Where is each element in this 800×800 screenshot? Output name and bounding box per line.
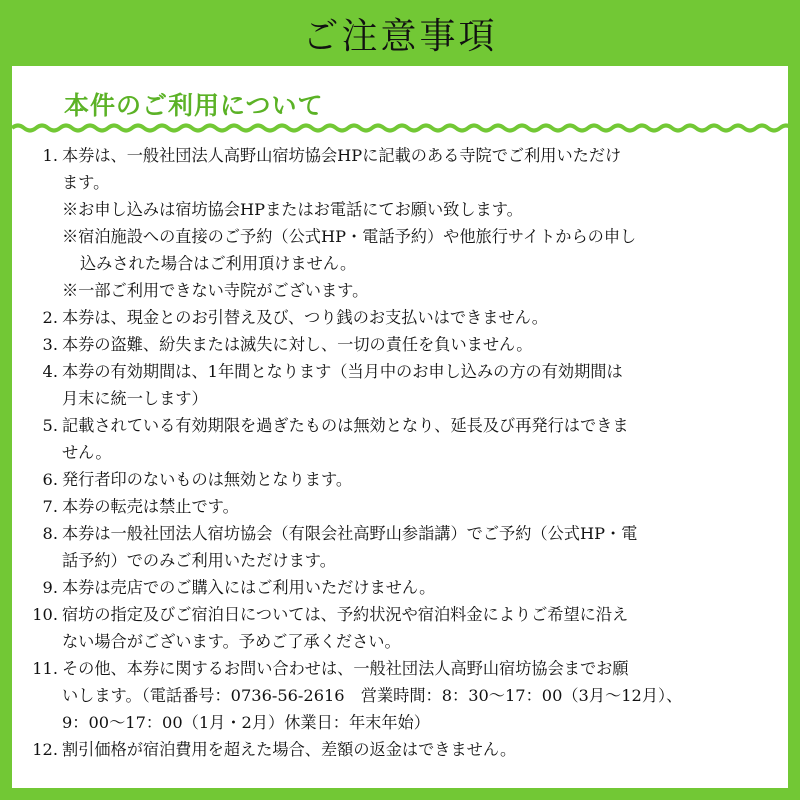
notice-item-text: [62, 520, 788, 574]
notice-item: [12, 736, 788, 763]
notice-line: 月末に統一します）: [62, 389, 208, 408]
notice-line: 9：00〜17：00（1月・2月）休業日：年末年始）: [62, 713, 430, 732]
notice-line: いします。（電話番号：0736-56-2616 営業時間：8：30〜17：00（3月〜12月）、: [62, 686, 683, 705]
notice-item: [12, 520, 788, 574]
notice-item-number: 7.: [42, 497, 58, 516]
notice-note-line: ※一部ご利用できない寺院がございます。: [62, 281, 369, 300]
notice-line: ない場合がございます。予めご了承ください。: [62, 632, 401, 651]
notice-item-number: 3.: [42, 335, 58, 354]
notice-panel: [12, 66, 788, 788]
notice-line: 記載されている有効期限を過ぎたものは無効となり、延長及び再発行はできま: [62, 416, 629, 435]
notice-item: [12, 601, 788, 655]
notice-item: [12, 655, 788, 736]
notice-item-number: 10.: [32, 605, 58, 624]
notice-item-text: [62, 736, 788, 763]
notice-item-number: 1.: [42, 146, 58, 165]
wavy-divider: [12, 118, 788, 138]
notice-item-text: [62, 574, 788, 601]
notice-item: [12, 412, 788, 466]
notice-line: 本券は、現金とのお引替え及び、つり銭のお支払いはできません。: [62, 308, 548, 327]
notice-line: 本券の盗難、紛失または滅失に対し、一切の責任を負いません。: [62, 335, 533, 354]
notice-line: その他、本券に関するお問い合わせは、一般社団法人高野山宿坊協会までお願: [62, 659, 629, 678]
notice-line: 話予約）でのみご利用いただけます。: [62, 551, 336, 570]
notice-item-number: 2.: [42, 308, 58, 327]
notice-line: 本券は売店でのご購入にはご利用いただけません。: [62, 578, 436, 597]
notice-item: [12, 304, 788, 331]
notice-item-text: [62, 655, 788, 736]
notice-item-text: [62, 466, 788, 493]
notice-item-text: [62, 412, 788, 466]
page-title: ご注意事項: [302, 15, 498, 57]
notice-item-number: 8.: [42, 524, 58, 543]
notice-item-number: 9.: [42, 578, 58, 597]
notice-item-number: 11.: [32, 659, 58, 678]
notice-line: せん。: [62, 443, 112, 462]
notice-line: 本券は、一般社団法人高野山宿坊協会HPに記載のある寺院でご利用いただけ: [62, 146, 622, 165]
notice-item-text: [62, 358, 788, 412]
notice-item: [12, 142, 788, 304]
notice-line: 本券の有効期間は、1年間となります（当月中のお申し込みの方の有効期間は: [62, 362, 623, 381]
notice-item: [12, 358, 788, 412]
section-heading: 本件のご利用について: [64, 91, 324, 120]
notice-item-text: [62, 493, 788, 520]
notice-list: [12, 142, 788, 763]
notice-note-line: 込みされた場合はご利用頂けません。: [80, 254, 357, 273]
notice-item: [12, 331, 788, 358]
notice-line: 発行者印のないものは無効となります。: [62, 470, 353, 489]
notice-line: 本券は一般社団法人宿坊協会（有限会社高野山参詣講）でご予約（公式HP・電: [62, 524, 638, 543]
notice-item-number: 5.: [42, 416, 58, 435]
notice-note-line: ※宿泊施設への直接のご予約（公式HP・電話予約）や他旅行サイトからの申し: [62, 227, 637, 246]
notice-line: ます。: [62, 173, 110, 192]
notice-item-number: 6.: [42, 470, 58, 489]
notice-item-number: 4.: [42, 362, 58, 381]
notice-item: [12, 574, 788, 601]
notice-item: [12, 466, 788, 493]
notice-note-line: ※お申し込みは宿坊協会HPまたはお電話にてお願い致します。: [62, 200, 523, 219]
notice-item: [12, 493, 788, 520]
notice-item-text: [62, 601, 788, 655]
notice-item-text: [62, 304, 788, 331]
notice-line: 本券の転売は禁止です。: [62, 497, 239, 516]
notice-line: 割引価格が宿泊費用を超えた場合、差額の返金はできません。: [62, 740, 517, 759]
notice-item-number: 12.: [32, 740, 58, 759]
notice-item-text: [62, 142, 788, 304]
notice-line: 宿坊の指定及びご宿泊日については、予約状況や宿泊料金によりご希望に沿え: [62, 605, 629, 624]
notice-item-text: [62, 331, 788, 358]
